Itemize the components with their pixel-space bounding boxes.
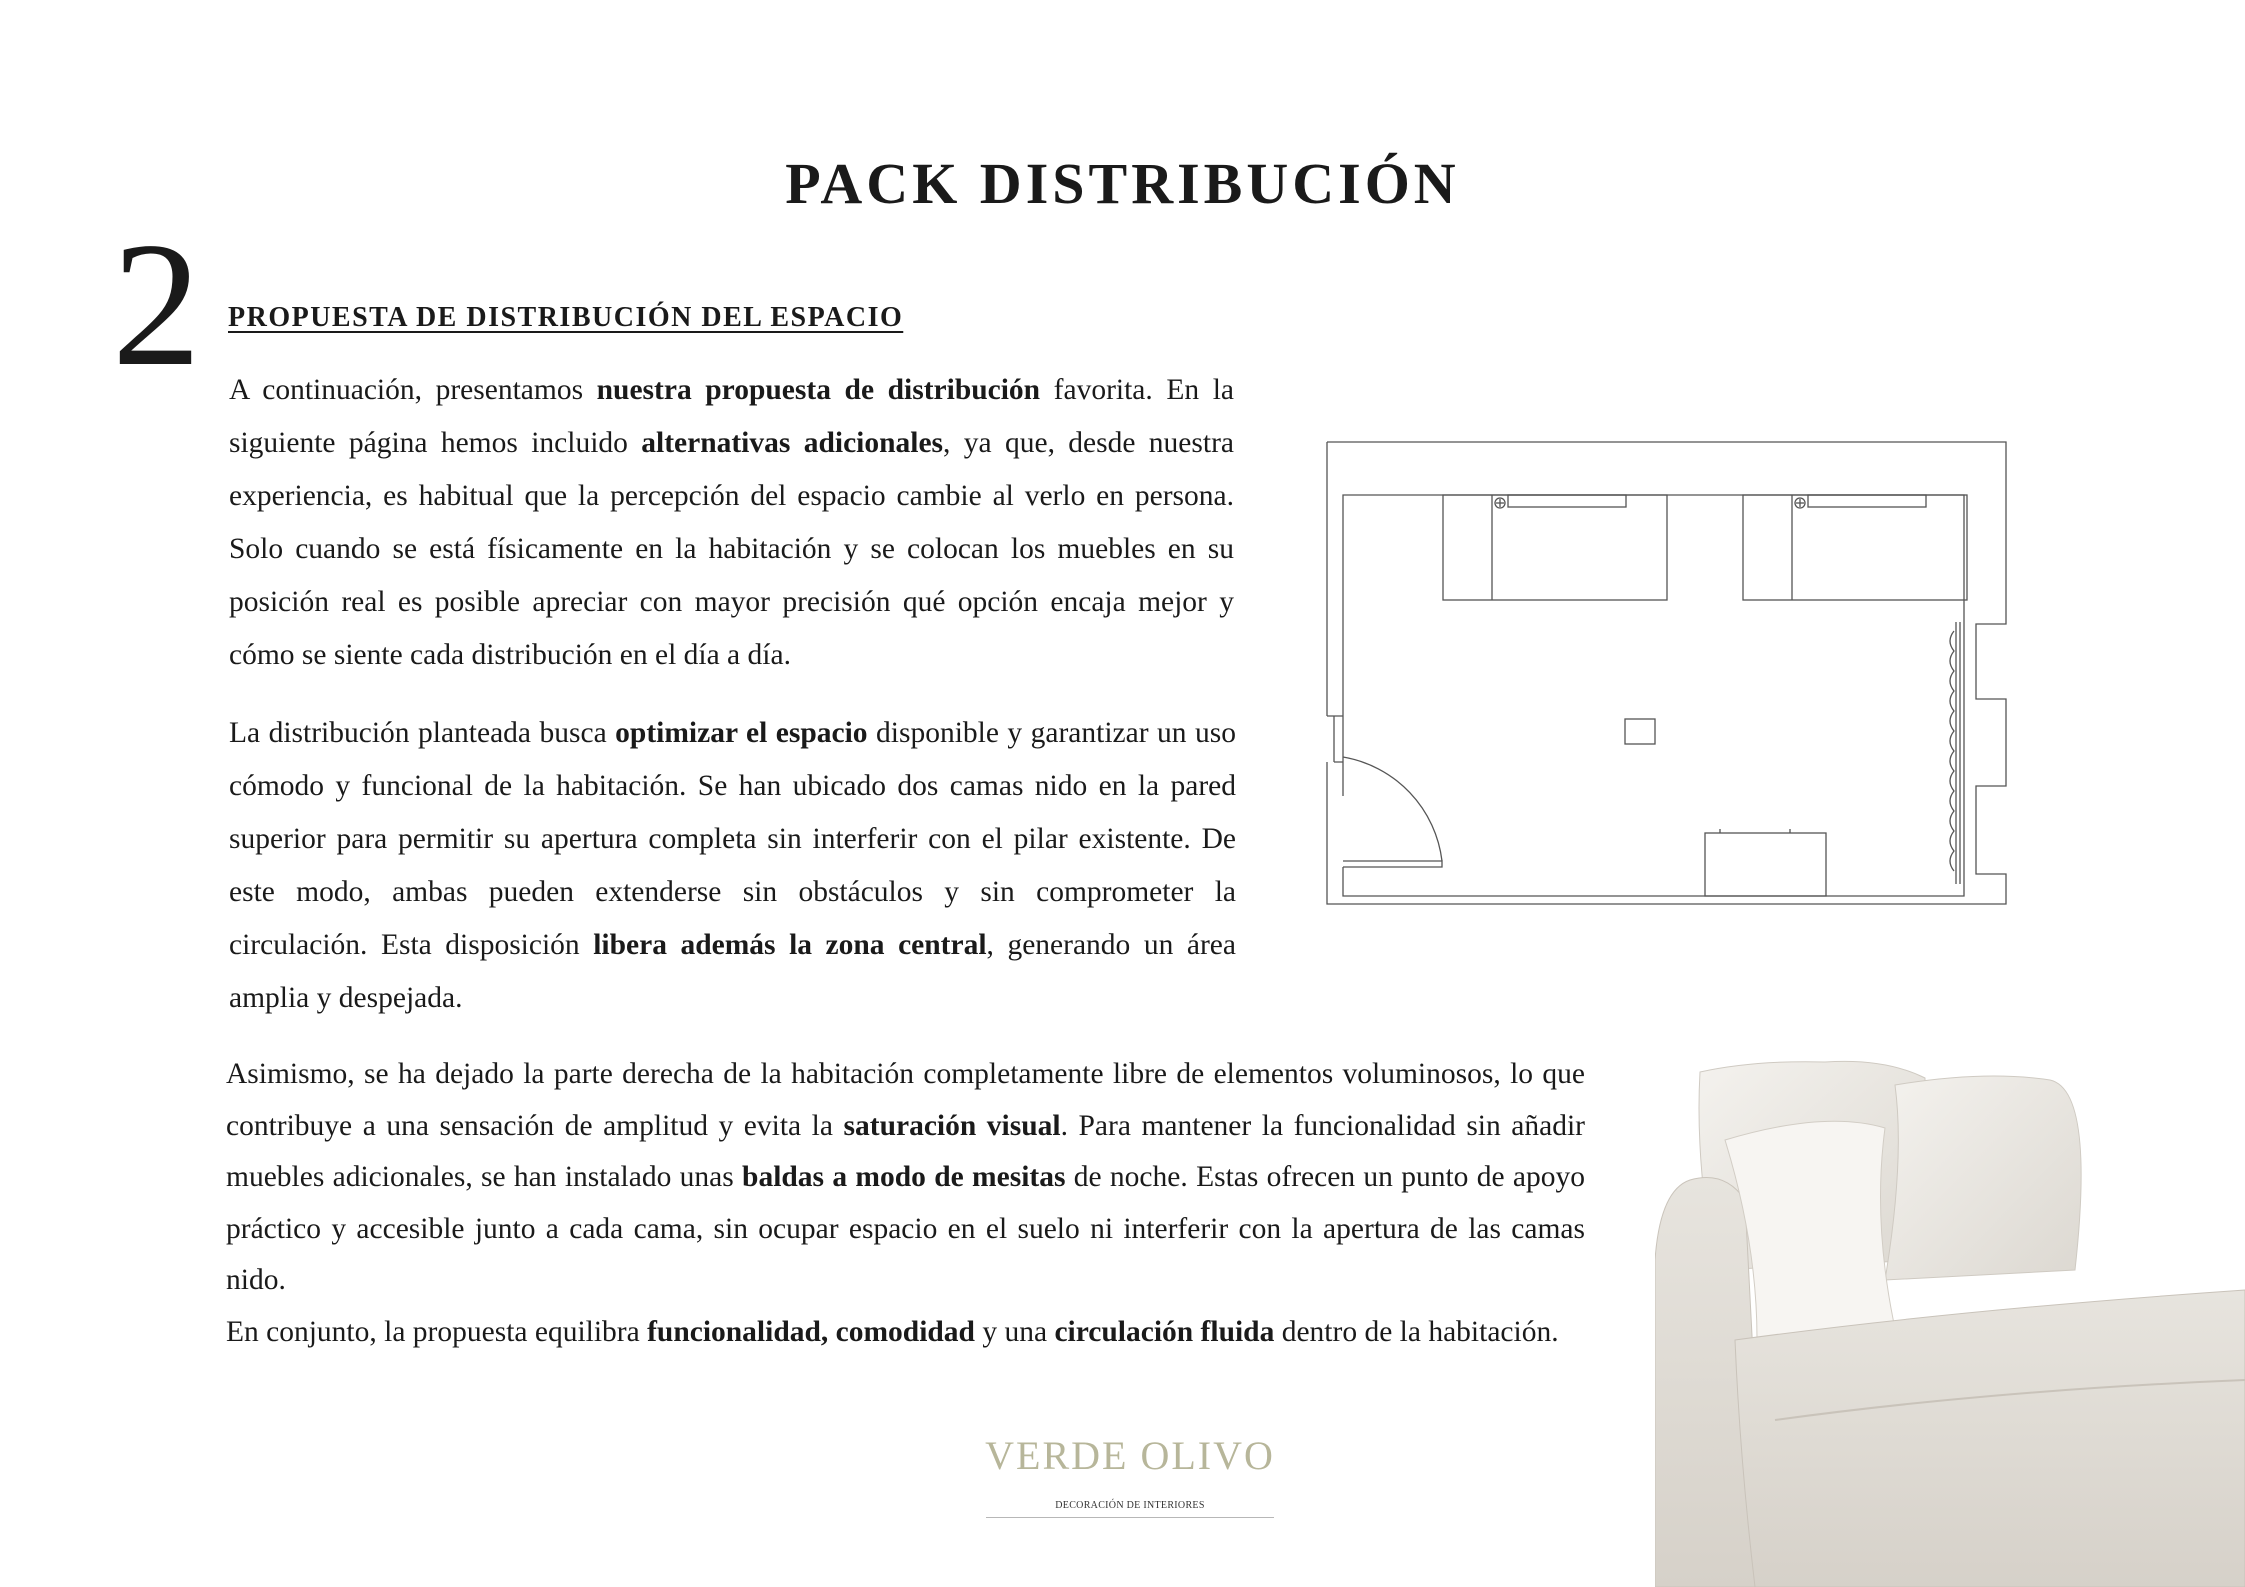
- bold-phrase: libera además la zona central: [593, 929, 987, 961]
- page-title: PACK DISTRIBUCIÓN: [785, 151, 1460, 216]
- floor-plan-desk: [1705, 833, 1826, 896]
- sofa-seat: [1735, 1290, 2245, 1587]
- text-run: Asimismo, se ha dejado la parte derecha de la habitación completamente libre de elementos voluminosos, lo que contribuye a una sensación de amplitud y evita la: [226, 1058, 1585, 1142]
- bold-phrase: optimizar el espacio: [615, 717, 868, 749]
- paragraph-intro: [229, 364, 1234, 682]
- bold-phrase: baldas a modo de mesitas: [742, 1161, 1066, 1193]
- floor-plan-door-leaf: [1343, 861, 1442, 867]
- floor-plan-shelf-right: [1808, 495, 1926, 507]
- text-run: dentro de la habitación.: [1274, 1315, 1559, 1348]
- sofa-photo: [1655, 1040, 2245, 1587]
- floor-plan-bed-right: [1743, 495, 1967, 600]
- text-run: En conjunto, la propuesta equilibra: [226, 1315, 648, 1348]
- text-run: favorita. En la siguiente página hemos incluido: [229, 374, 1234, 459]
- section-number: 2: [112, 205, 201, 403]
- floor-plan-door: [1327, 716, 1343, 762]
- text-run: y una: [974, 1315, 1055, 1348]
- bold-phrase: funcionalidad, comodidad: [647, 1315, 975, 1348]
- paragraph-details: [226, 1049, 1585, 1358]
- text-run: La distribución planteada busca: [229, 717, 616, 749]
- text-run: A continuación, presentamos: [229, 374, 597, 406]
- text-run: de noche. Estas ofrecen un punto de apoyo práctico y accesible junto a cada cama, sin ocupar espacio en el suelo ni interferir con la apertura de las camas nido.: [226, 1161, 1585, 1296]
- text-run: . Para mantener la funcionalidad sin añadir muebles adicionales, se han instalado unas: [226, 1109, 1586, 1193]
- brand-underline: [986, 1517, 1274, 1518]
- text-run: disponible y garantizar un uso cómodo y funcional de la habitación. Se han ubicado dos camas nido en la pared superior para permitir su apertura completa sin interferir con el pilar existente. De este modo, ambas pueden extenderse sin obstáculos y sin comprometer la circulación. Esta disposición: [229, 717, 1236, 961]
- text-run: , ya que, desde nuestra experiencia, es habitual que la percepción del espacio cambie al verlo en persona. Solo cuando se está físicamente en la habitación y se colocan los muebles en su posición real es posible apreciar con mayor precisión qué opción encaja mejor y cómo se siente cada distribución en el día a día.: [229, 427, 1234, 671]
- floor-plan-pillar: [1625, 719, 1655, 744]
- text-run: , generando un área amplia y despejada.: [229, 929, 1236, 1014]
- floor-plan-drawing: [1320, 436, 2025, 914]
- bold-phrase: saturación visual: [843, 1109, 1061, 1142]
- brand-name: VERDE OLIVO: [985, 1433, 1275, 1478]
- section-heading: PROPUESTA DE DISTRIBUCIÓN DEL ESPACIO: [228, 302, 904, 333]
- brand-tagline: DECORACIÓN DE INTERIORES: [1055, 1500, 1205, 1511]
- floor-plan-bed-left: [1443, 495, 1667, 600]
- floor-plan-curtain: [1950, 631, 1954, 871]
- bold-phrase: circulación fluida: [1054, 1315, 1275, 1348]
- floor-plan-shelf-left: [1508, 495, 1626, 507]
- sofa-back-cushion: [1885, 1076, 2081, 1280]
- bold-phrase: nuestra propuesta de distribución: [596, 374, 1041, 406]
- floor-plan-door-swing: [1343, 757, 1442, 861]
- bold-phrase: alternativas adicionales: [641, 427, 944, 459]
- brand-logo: [980, 1433, 1280, 1518]
- paragraph-layout: [229, 707, 1236, 1025]
